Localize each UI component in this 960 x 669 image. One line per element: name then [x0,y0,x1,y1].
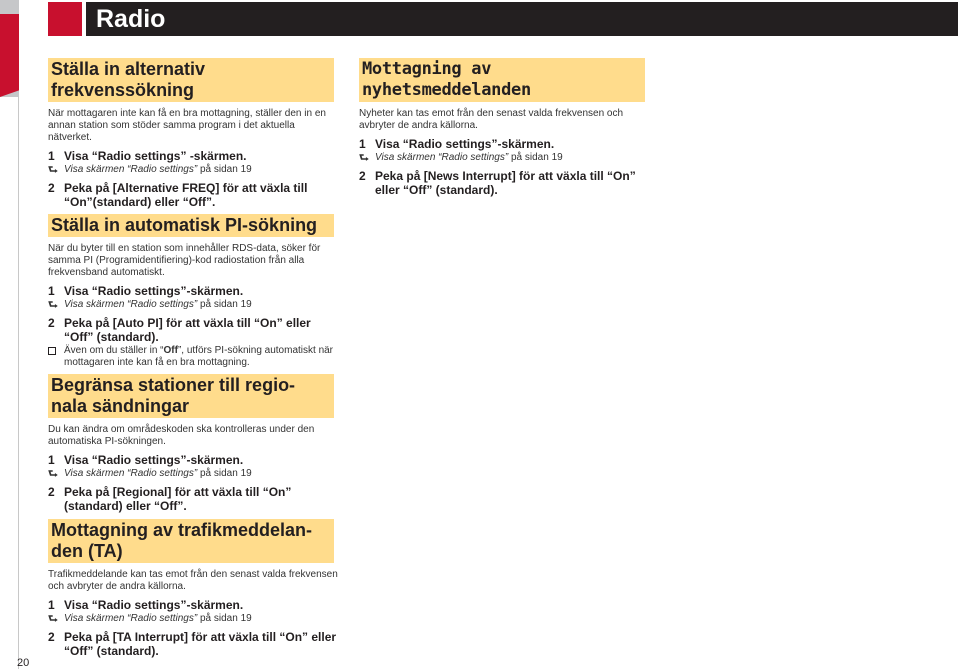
section-auto-pi [48,214,338,369]
step-1 [48,284,338,298]
section-heading [48,58,334,102]
heading-line: Ställa in automatisk PI-sökning [51,215,318,235]
chapter-marker [48,2,82,36]
step-2 [48,630,338,658]
heading-line: Mottagning av trafikmeddelan- [51,520,313,540]
step-number: 1 [48,453,55,467]
step-2 [48,485,338,513]
side-tab-marker [0,14,19,97]
reference-title: Visa skärmen “Radio settings” [64,468,198,479]
step-number: 1 [359,137,366,151]
step-1 [48,598,338,612]
step-text: Peka på [Alternative FREQ] för att växla till “On”(standard) eller “Off”. [64,181,308,209]
heading-line: Ställa in alternativ [51,59,206,79]
note-text-end: ”, utförs PI-sökning automatiskt när mottagaren inte kan få en bra mottagning. [64,345,334,368]
reference-page: på sidan 19 [197,468,252,479]
note-text [64,345,338,369]
section-news [359,58,649,197]
section-traffic-announcements [48,519,338,658]
step-1 [48,453,338,467]
step-text: Visa “Radio settings”-skärmen. [64,453,244,467]
section-heading [48,214,334,237]
step-number: 2 [359,169,366,183]
cross-reference [48,468,338,480]
reference-text [375,152,563,164]
reference-title: Visa skärmen “Radio settings” [64,299,198,310]
body-text: Du kan ändra om områdeskoden ska kontrolleras under den automatiska PI-sökningen. [48,424,315,447]
note [48,345,338,369]
step-number: 1 [48,598,55,612]
reference-text [64,164,252,176]
note-checkbox-icon [48,345,64,369]
reference-text [64,468,252,480]
reference-title: Visa skärmen “Radio settings” [375,152,509,163]
section-alt-freq [48,58,338,209]
page-number: 20 [17,657,30,669]
step-1 [48,149,338,163]
step-text: Peka på [Auto PI] för att växla till “On” eller “Off” (standard). [64,316,311,344]
step-text: Peka på [Regional] för att växla till “On” (standard) eller “Off”. [64,485,292,513]
cross-reference [48,299,338,311]
reference-title: Visa skärmen “Radio settings” [64,164,198,175]
note-text-bold: Off [163,345,178,356]
reference-page: på sidan 19 [508,152,563,163]
step-2 [48,181,338,209]
step-text: Visa “Radio settings”-skärmen. [64,598,244,612]
cross-reference [48,613,338,625]
step-text: Peka på [TA Interrupt] för att växla till “On” eller “Off” (standard). [64,630,337,658]
heading-line: Begränsa stationer till regio- [51,375,296,395]
heading-line: nala sändningar [51,396,190,416]
cross-reference [359,152,649,164]
reference-arrow-icon: ⮑ [48,299,58,311]
cross-reference [48,164,338,176]
step-text: Visa “Radio settings”-skärmen. [64,284,244,298]
reference-text [64,613,252,625]
reference-arrow-icon: ⮑ [48,613,58,625]
body-text: Nyheter kan tas emot från den senast valda frekvensen och avbryter de andra källorna. [359,108,624,131]
heading-line: den (TA) [51,541,123,561]
heading-line: nyhetsmeddelanden [362,80,531,100]
reference-arrow-icon: ⮑ [359,152,369,164]
section-heading [48,374,334,418]
section-heading [359,58,645,102]
reference-page: på sidan 19 [197,613,252,624]
note-text-start: Även om du ställer in “ [64,345,164,356]
section-regional [48,374,338,513]
step-text: Visa “Radio settings”-skärmen. [375,137,555,151]
reference-page: på sidan 19 [197,164,252,175]
side-divider-line [18,97,19,669]
step-number: 2 [48,316,55,330]
step-1 [359,137,649,151]
step-text: Visa “Radio settings” -skärmen. [64,149,247,163]
step-number: 1 [48,284,55,298]
step-number: 2 [48,181,55,195]
body-text: Trafikmeddelande kan tas emot från den senast valda frekvensen och avbryter de andra källorna. [48,569,338,592]
step-number: 1 [48,149,55,163]
body-text: När du byter till en station som innehåller RDS-data, söker för samma PI (Programidentifiering)-kod radiostation från alla frekvensband automatiskt. [48,243,321,278]
page-title: Radio [96,5,166,33]
reference-arrow-icon: ⮑ [48,468,58,480]
step-number: 2 [48,485,55,499]
section-heading [48,519,334,563]
step-2 [48,316,338,344]
heading-line: frekvenssökning [51,80,195,100]
body-text: När mottagaren inte kan få en bra mottagning, ställer den in en annan station som stöder samma program i det aktuella nätverket. [48,108,326,143]
step-2 [359,169,649,197]
reference-title: Visa skärmen “Radio settings” [64,613,198,624]
reference-arrow-icon: ⮑ [48,164,58,176]
reference-text [64,299,252,311]
step-number: 2 [48,630,55,644]
heading-line: Mottagning av [362,59,492,79]
reference-page: på sidan 19 [197,299,252,310]
title-bar [86,2,958,36]
step-text: Peka på [News Interrupt] för att växla till “On” eller “Off” (standard). [375,169,636,197]
